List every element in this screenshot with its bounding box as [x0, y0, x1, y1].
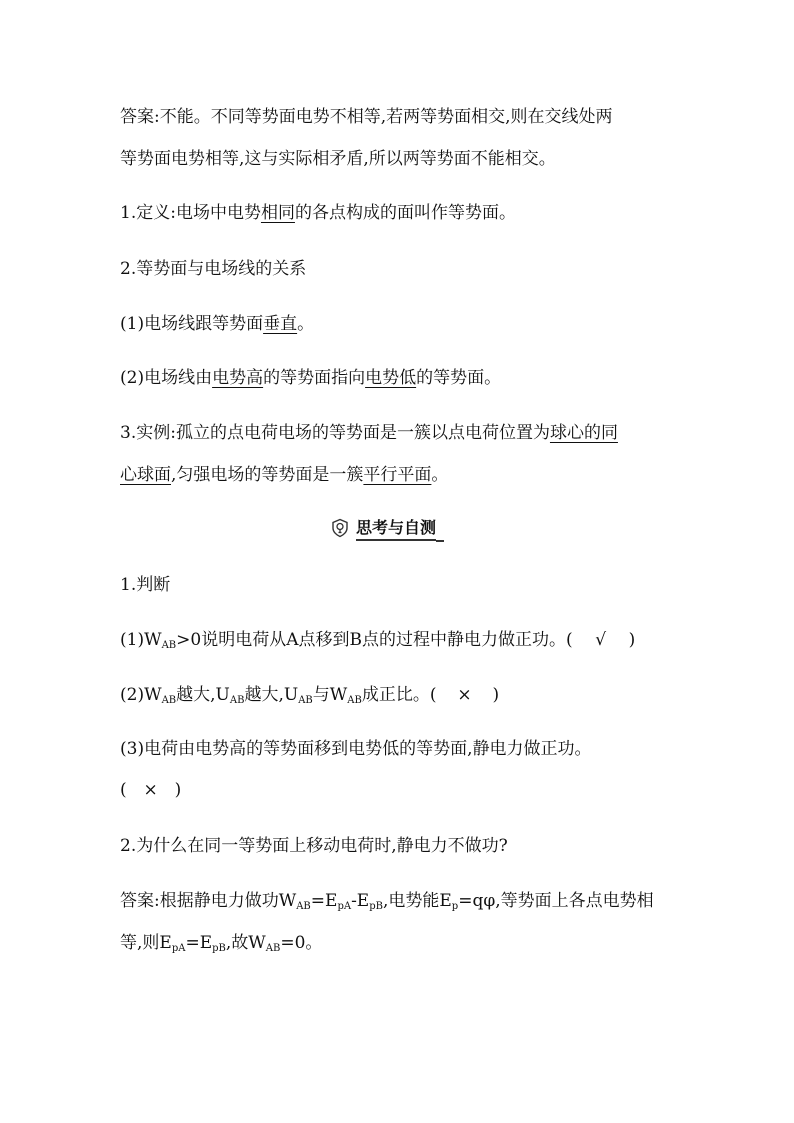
judge2-p3: 越大,U [244, 685, 299, 705]
answer2-p4: ,电势能E [382, 891, 452, 911]
example-line1 [120, 425, 618, 442]
section-title: 思考与自测 [356, 519, 436, 541]
answer2-p5: =qφ,等势面上各点电势相 [458, 891, 654, 911]
answer2-line2 [120, 935, 322, 952]
answer2-l2s2: pB [212, 943, 226, 954]
judge2-s2: AB [229, 695, 245, 706]
example-line2 [120, 467, 448, 484]
example-line2-underlined: 心球面 [120, 465, 171, 485]
judge3-mark: × [143, 780, 158, 800]
example-line2-underlined-2: 平行平面 [363, 465, 432, 485]
answer2-l2p2: =E [185, 933, 213, 953]
relation1-underlined: 垂直 [263, 314, 298, 334]
relation2-underlined-2: 电势低 [365, 368, 417, 388]
judge3-close: ) [174, 780, 182, 800]
judge-title: 1.判断 [120, 575, 171, 595]
section-title-underline [436, 540, 444, 542]
definition-pre: 1.定义:电场中电势 [120, 203, 261, 223]
judge2-p1: (2)W [120, 685, 162, 705]
example-line2-mid: ,匀强电场的等势面是一簇 [171, 465, 364, 485]
judge2-p2: 越大,U [176, 685, 230, 705]
definition-underlined: 相同 [260, 203, 295, 223]
answer2-s2: pA [337, 901, 352, 912]
answer2-p1: 答案:根据静电力做功W [120, 891, 297, 911]
judge2-p4: 与W [312, 685, 348, 705]
relation1-post: 。 [297, 314, 315, 334]
question-2: 2.为什么在同一等势面上移动电荷时,静电力不做功? [120, 836, 508, 856]
relation2-pre: (2)电场线由 [120, 368, 213, 388]
answer2-s4: p [451, 901, 459, 912]
relation2-mid: 的等势面指向 [263, 368, 366, 388]
judge2-s3: AB [298, 695, 313, 706]
answer2-l2p1: 等,则E [120, 933, 172, 953]
judge2-s1: AB [161, 695, 177, 706]
judge2-close: ) [492, 685, 500, 705]
judge1-close: ) [628, 630, 636, 650]
answer1-line2: 等势面电势相等,这与实际相矛盾,所以两等势面不能相交。 [120, 149, 556, 169]
judge2-mark: × [457, 685, 472, 705]
judge1-pre: (1)W [120, 630, 162, 650]
answer2-p2: =E [310, 891, 338, 911]
answer2-l2s1: pA [171, 943, 186, 954]
judge1-post: >0说明电荷从A点移到B点的过程中静电力做正功。( [176, 630, 573, 650]
judge2-p5: 成正比。( [361, 685, 437, 705]
judge-item-3-line1: (3)电荷由电势高的等势面移到电势低的等势面,静电力做正功。 [120, 739, 592, 759]
judge1-mark: √ [595, 630, 607, 650]
answer2-p3: -E [351, 891, 370, 911]
definition [120, 205, 516, 222]
example-line1-underlined: 球心的同 [549, 423, 618, 443]
relation2-underlined-1: 电势高 [212, 368, 264, 388]
example-line2-post: 。 [431, 465, 449, 485]
definition-post: 的各点构成的面叫作等势面。 [294, 203, 516, 223]
judge2-s4: AB [347, 695, 362, 706]
section-heading [330, 518, 444, 542]
relation-item-1 [120, 316, 314, 333]
answer2-l2s3: AB [265, 943, 281, 954]
judge-item-2 [120, 687, 499, 704]
answer2-s1: AB [296, 901, 311, 912]
answer2-l2p3: ,故W [225, 933, 266, 953]
judge3-open: ( [120, 780, 127, 800]
answer1-line1: 答案:不能。不同等势面电势不相等,若两等势面相交,则在交线处两 [120, 107, 613, 127]
judge-item-1 [120, 632, 635, 649]
answer2-line1 [120, 893, 654, 910]
lightbulb-icon [330, 518, 350, 542]
relation1-pre: (1)电场线跟等势面 [120, 314, 264, 334]
answer2-s3: pB [369, 901, 383, 912]
relation-item-2 [120, 370, 501, 387]
relation2-post: 的等势面。 [416, 368, 502, 388]
example-line1-pre: 3.实例:孤立的点电荷电场的等势面是一簇以点电荷位置为 [120, 423, 550, 443]
answer2-l2p4: =0。 [280, 933, 323, 953]
judge1-sub: AB [161, 640, 177, 651]
judge-item-3-line2 [120, 782, 181, 799]
relation-title: 2.等势面与电场线的关系 [120, 259, 307, 279]
